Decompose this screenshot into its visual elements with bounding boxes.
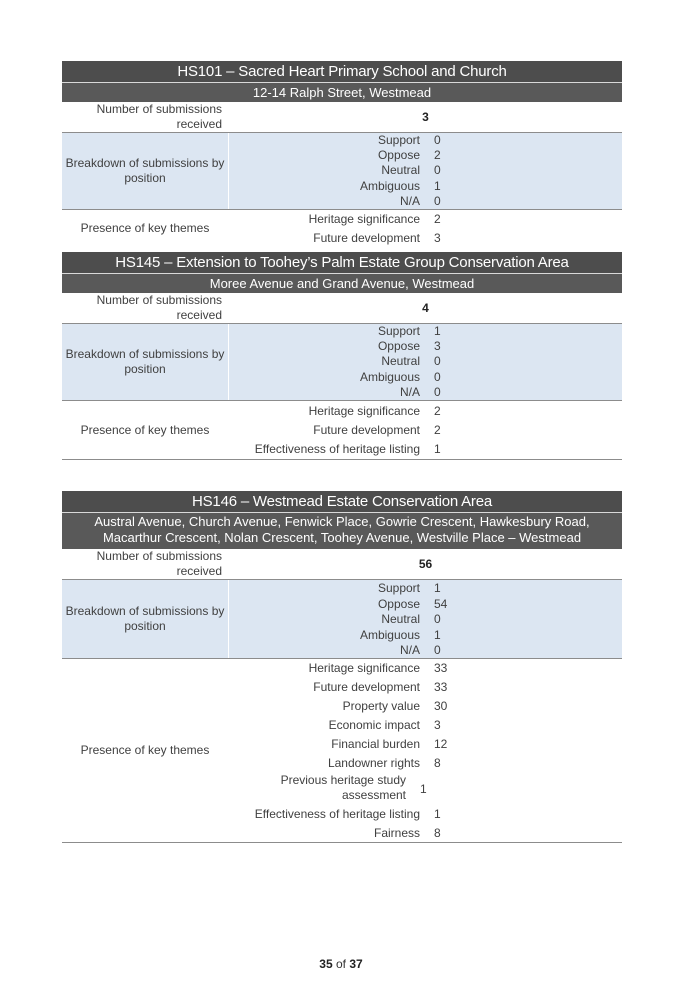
breakdown-label: Breakdown of submissions by position bbox=[62, 580, 229, 658]
position-key: N/A bbox=[399, 643, 420, 657]
theme-item bbox=[229, 735, 622, 754]
theme-value: 1 bbox=[420, 782, 427, 796]
position-item bbox=[229, 339, 622, 354]
themes-values bbox=[229, 401, 622, 459]
theme-item bbox=[229, 716, 622, 735]
theme-item bbox=[229, 824, 622, 842]
section-title: HS101 – Sacred Heart Primary School and Church bbox=[62, 61, 622, 82]
position-value: 1 bbox=[434, 628, 441, 642]
theme-key: Heritage significance bbox=[308, 404, 420, 418]
theme-item bbox=[229, 210, 622, 229]
section-title: HS146 – Westmead Estate Conservation Area bbox=[62, 491, 622, 512]
position-value: 2 bbox=[434, 148, 441, 162]
theme-item bbox=[229, 805, 622, 824]
section-address: Moree Avenue and Grand Avenue, Westmead bbox=[62, 273, 622, 293]
theme-item bbox=[229, 421, 622, 440]
position-key: Support bbox=[377, 133, 420, 147]
position-value: 0 bbox=[434, 163, 441, 177]
theme-key: Financial burden bbox=[331, 737, 420, 751]
breakdown-values bbox=[229, 133, 622, 209]
submissions-count: 3 bbox=[422, 110, 429, 124]
position-value: 1 bbox=[434, 581, 441, 595]
position-key: Neutral bbox=[381, 612, 420, 626]
theme-key: Future development bbox=[313, 680, 420, 694]
position-value: 0 bbox=[434, 194, 441, 208]
theme-item bbox=[229, 697, 622, 716]
submissions-label: Number of submissions received bbox=[62, 102, 229, 132]
position-value: 1 bbox=[434, 179, 441, 193]
theme-key: Future development bbox=[313, 231, 420, 245]
theme-value: 3 bbox=[434, 718, 441, 732]
section-address: Austral Avenue, Church Avenue, Fenwick Place, Gowrie Crescent, Hawkesbury Road, Macarthur Crescent, Nolan Crescent, Toohey Avenue, Westville Place – Westmead bbox=[62, 512, 622, 549]
position-value: 3 bbox=[434, 339, 441, 353]
position-key: Neutral bbox=[381, 354, 420, 368]
submissions-row bbox=[62, 549, 622, 580]
position-value: 0 bbox=[434, 385, 441, 399]
theme-key: Future development bbox=[313, 423, 420, 437]
position-item bbox=[229, 133, 622, 148]
position-key: Neutral bbox=[381, 163, 420, 177]
themes-values bbox=[229, 210, 622, 247]
hs146-table bbox=[62, 491, 622, 843]
page-number bbox=[0, 957, 682, 971]
position-key: Oppose bbox=[377, 597, 420, 611]
position-value: 54 bbox=[434, 597, 448, 611]
submissions-count: 56 bbox=[418, 557, 433, 571]
theme-value: 12 bbox=[434, 737, 448, 751]
position-key: Oppose bbox=[377, 339, 420, 353]
theme-item bbox=[229, 401, 622, 421]
position-key: N/A bbox=[399, 194, 420, 208]
theme-key: Heritage significance bbox=[308, 212, 420, 226]
theme-value: 33 bbox=[434, 661, 448, 675]
position-value: 0 bbox=[434, 354, 441, 368]
theme-key: Previous heritage study assessment bbox=[280, 773, 406, 802]
theme-value: 1 bbox=[434, 442, 441, 456]
position-key: Ambiguous bbox=[359, 628, 420, 642]
section-title: HS145 – Extension to Toohey’s Palm Estate Group Conservation Area bbox=[62, 252, 622, 273]
theme-key: Heritage significance bbox=[308, 661, 420, 675]
theme-item bbox=[229, 440, 622, 459]
hs101-table bbox=[62, 61, 622, 247]
breakdown-row bbox=[62, 580, 622, 659]
submissions-label: Number of submissions received bbox=[62, 293, 229, 323]
theme-value: 2 bbox=[434, 423, 441, 437]
hs145-table bbox=[62, 252, 622, 460]
position-item bbox=[229, 643, 622, 658]
theme-value: 33 bbox=[434, 680, 448, 694]
themes-row bbox=[62, 210, 622, 247]
theme-key: Landowner rights bbox=[327, 756, 420, 770]
theme-value: 30 bbox=[434, 699, 448, 713]
submissions-row bbox=[62, 293, 622, 324]
position-value: 0 bbox=[434, 612, 441, 626]
position-key: Support bbox=[377, 581, 420, 595]
themes-label: Presence of key themes bbox=[62, 210, 229, 247]
theme-key: Fairness bbox=[373, 826, 420, 840]
position-value: 0 bbox=[434, 370, 441, 384]
theme-key: Property value bbox=[342, 699, 420, 713]
position-key: Support bbox=[377, 324, 420, 338]
submissions-count: 4 bbox=[422, 301, 429, 315]
themes-label: Presence of key themes bbox=[62, 401, 229, 459]
position-key: Ambiguous bbox=[359, 179, 420, 193]
breakdown-label: Breakdown of submissions by position bbox=[62, 133, 229, 209]
position-item bbox=[229, 385, 622, 400]
position-item bbox=[229, 324, 622, 339]
position-value: 0 bbox=[434, 643, 441, 657]
theme-value: 3 bbox=[434, 231, 441, 245]
position-item bbox=[229, 580, 622, 596]
breakdown-row bbox=[62, 324, 622, 401]
theme-value: 8 bbox=[434, 756, 441, 770]
theme-item bbox=[229, 678, 622, 697]
themes-values bbox=[229, 659, 622, 842]
total-pages: 37 bbox=[349, 957, 363, 971]
theme-item bbox=[229, 754, 622, 773]
theme-item bbox=[229, 229, 622, 247]
position-item bbox=[229, 596, 622, 612]
position-item bbox=[229, 612, 622, 627]
theme-value: 2 bbox=[434, 404, 441, 418]
breakdown-values bbox=[229, 324, 622, 400]
theme-key: Effectiveness of heritage listing bbox=[254, 807, 420, 821]
theme-item bbox=[229, 773, 622, 805]
position-item bbox=[229, 178, 622, 194]
themes-row bbox=[62, 659, 622, 843]
theme-value: 2 bbox=[434, 212, 441, 226]
breakdown-values bbox=[229, 580, 622, 658]
theme-key: Effectiveness of heritage listing bbox=[254, 442, 420, 456]
themes-label: Presence of key themes bbox=[62, 659, 229, 842]
theme-key: Economic impact bbox=[328, 718, 420, 732]
position-value: 0 bbox=[434, 133, 441, 147]
position-key: Oppose bbox=[377, 148, 420, 162]
themes-row bbox=[62, 401, 622, 460]
position-item bbox=[229, 148, 622, 163]
section-address: 12-14 Ralph Street, Westmead bbox=[62, 82, 622, 102]
submissions-label: Number of submissions received bbox=[62, 549, 229, 579]
breakdown-row bbox=[62, 133, 622, 210]
submissions-row bbox=[62, 102, 622, 133]
position-key: N/A bbox=[399, 385, 420, 399]
theme-value: 8 bbox=[434, 826, 441, 840]
position-item bbox=[229, 369, 622, 385]
position-item bbox=[229, 627, 622, 643]
theme-item bbox=[229, 659, 622, 678]
position-item bbox=[229, 163, 622, 178]
position-item bbox=[229, 354, 622, 369]
position-key: Ambiguous bbox=[359, 370, 420, 384]
breakdown-label: Breakdown of submissions by position bbox=[62, 324, 229, 400]
position-item bbox=[229, 194, 622, 209]
page-of: of bbox=[335, 957, 346, 971]
position-value: 1 bbox=[434, 324, 441, 338]
current-page: 35 bbox=[319, 957, 333, 971]
theme-value: 1 bbox=[434, 807, 441, 821]
